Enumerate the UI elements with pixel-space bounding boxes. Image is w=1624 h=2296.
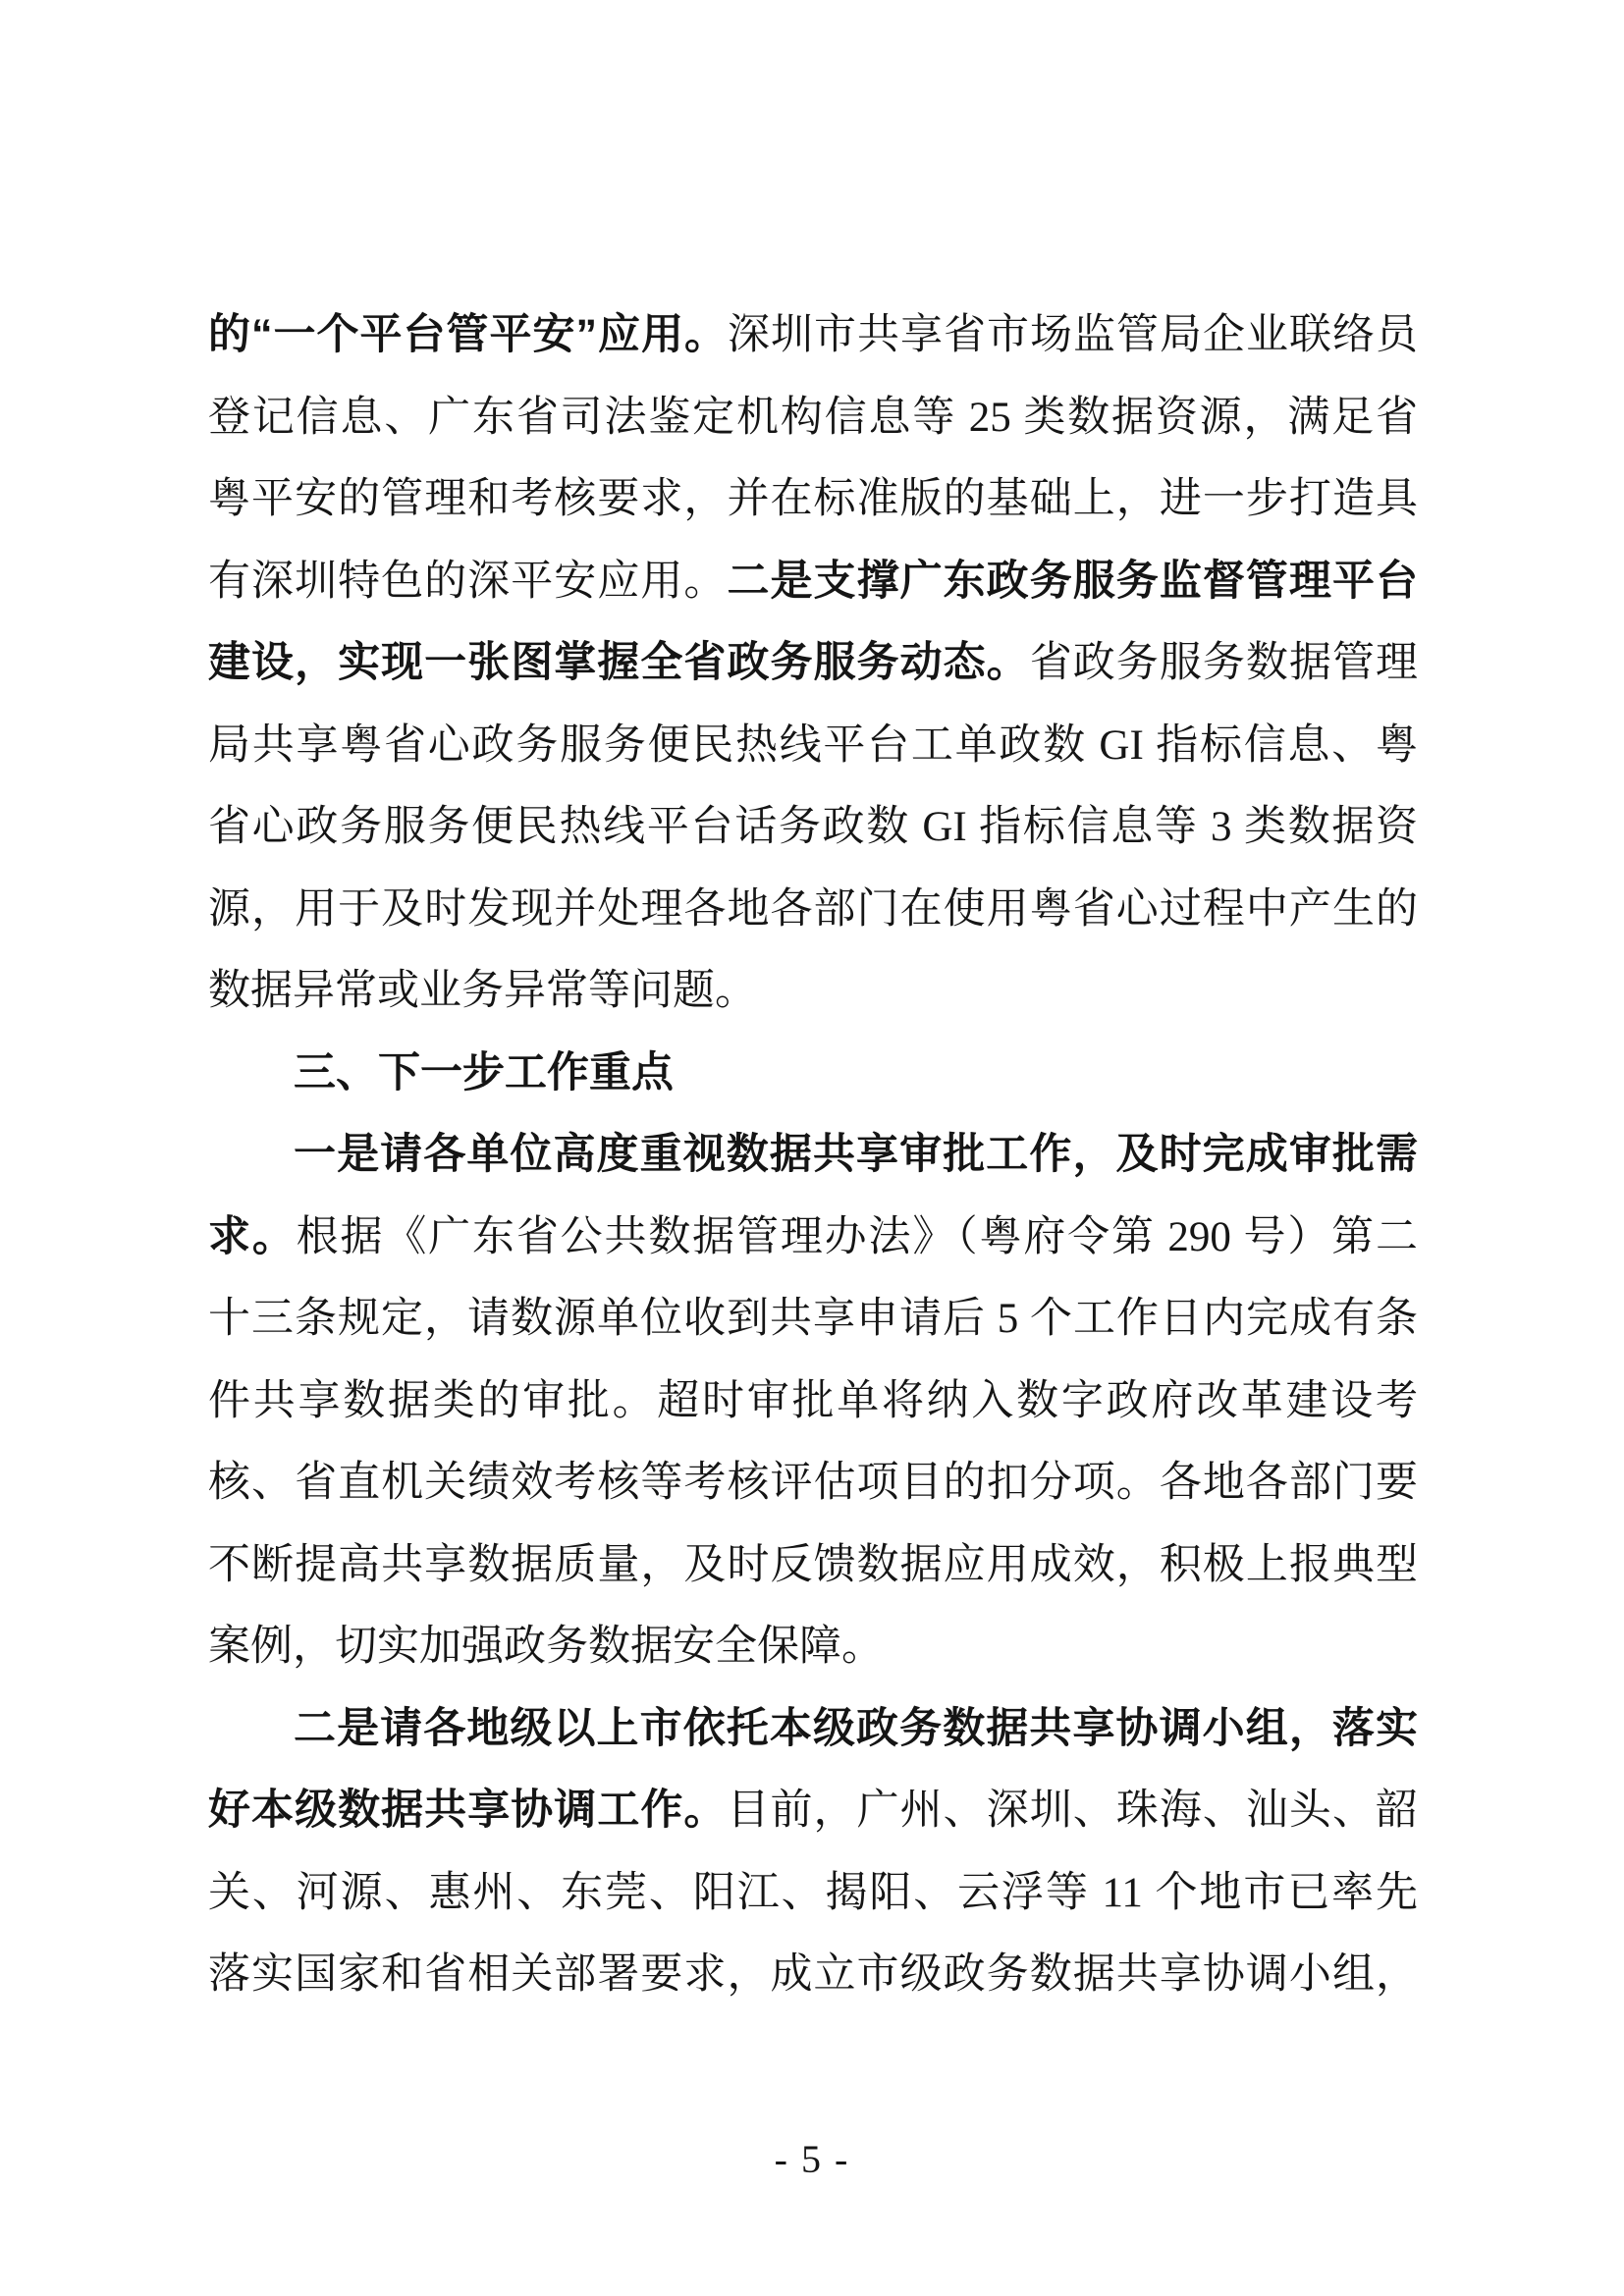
body-text-segment: 不断提高共享数据质量，及时反馈数据应用成效，积极上报典型 bbox=[208, 1541, 1418, 1588]
document-line bbox=[208, 377, 1418, 459]
body-text-segment: 关、河源、惠州、东莞、阳江、揭阳、云浮等 11 个地市已率先 bbox=[208, 1869, 1418, 1916]
body-text-segment: 件共享数据类的审批。超时审批单将纳入数字政府改革建设考 bbox=[208, 1377, 1418, 1424]
emphasis-text: 一是请各单位高度重视数据共享审批工作，及时完成审批需 bbox=[294, 1131, 1418, 1178]
body-text-segment: 根据《广东省公共数据管理办法》（粤府令第 290 号）第二 bbox=[296, 1213, 1419, 1260]
body-text-segment: 源，用于及时发现并处理各地各部门在使用粤省心过程中产生的 bbox=[208, 885, 1418, 933]
document-line bbox=[208, 1606, 1418, 1688]
body-text-segment: 核、省直机关绩效考核等考核评估项目的扣分项。各地各部门要 bbox=[208, 1460, 1418, 1506]
document-line bbox=[208, 622, 1418, 705]
body-text-segment: 案例，切实加强政务数据安全保障。 bbox=[208, 1624, 884, 1670]
body-text-segment: 十三条规定，请数源单位收到共享申请后 5 个工作日内完成有条 bbox=[208, 1296, 1418, 1342]
document-line bbox=[208, 786, 1418, 869]
emphasis-text: 的“一个平台管平安”应用。 bbox=[208, 311, 728, 358]
document-line bbox=[208, 1852, 1418, 1935]
document-line bbox=[208, 1770, 1418, 1852]
body-text-segment: 局共享粤省心政务服务便民热线平台工单政数 GI 指标信息、粤 bbox=[208, 721, 1418, 769]
body-text-segment: 有深圳特色的深平安应用。 bbox=[208, 558, 728, 605]
body-text-segment: 目前，广州、深圳、珠海、汕头、韶 bbox=[727, 1788, 1419, 1834]
section-heading bbox=[208, 1033, 1418, 1115]
document-line bbox=[208, 294, 1418, 377]
document-line bbox=[208, 1524, 1418, 1607]
document-body bbox=[208, 294, 1418, 2016]
emphasis-text: 建设，实现一张图掌握全省政务服务动态。 bbox=[208, 639, 1030, 686]
document-line bbox=[208, 1688, 1418, 1771]
emphasis-text: 二是请各地级以上市依托本级政务数据共享协调小组，落实 bbox=[294, 1704, 1418, 1752]
document-line bbox=[208, 705, 1418, 787]
document-line bbox=[208, 869, 1418, 951]
body-text-segment: 数据异常或业务异常等问题。 bbox=[208, 968, 757, 1014]
body-text-segment: 登记信息、广东省司法鉴定机构信息等 25 类数据资源，满足省 bbox=[208, 394, 1418, 441]
document-line bbox=[208, 1278, 1418, 1361]
document-line bbox=[208, 1361, 1418, 1443]
body-text-segment: 省心政务服务便民热线平台话务政数 GI 指标信息等 3 类数据资 bbox=[208, 804, 1418, 850]
body-text-segment: 落实国家和省相关部署要求，成立市级政务数据共享协调小组， bbox=[208, 1951, 1418, 1998]
document-line bbox=[208, 1114, 1418, 1197]
document-line bbox=[208, 541, 1418, 623]
document-line bbox=[208, 1197, 1418, 1279]
document-line bbox=[208, 458, 1418, 541]
body-text-segment: 省政务服务数据管理 bbox=[1029, 640, 1419, 686]
emphasis-text: 二是支撑广东政务服务监督管理平台 bbox=[727, 557, 1419, 605]
body-text-segment: 粤平安的管理和考核要求，并在标准版的基础上，进一步打造具 bbox=[208, 476, 1418, 522]
document-line bbox=[208, 1442, 1418, 1524]
document-line bbox=[208, 950, 1418, 1033]
emphasis-text: 求。 bbox=[208, 1212, 297, 1260]
page-number: - 5 - bbox=[774, 2137, 850, 2181]
page-footer bbox=[0, 2136, 1624, 2182]
emphasis-text: 好本级数据共享协调工作。 bbox=[208, 1787, 728, 1834]
body-text-segment: 深圳市共享省市场监管局企业联络员 bbox=[728, 312, 1418, 358]
emphasis-text: 三、下一步工作重点 bbox=[294, 1048, 674, 1096]
document-line bbox=[208, 1934, 1418, 2016]
